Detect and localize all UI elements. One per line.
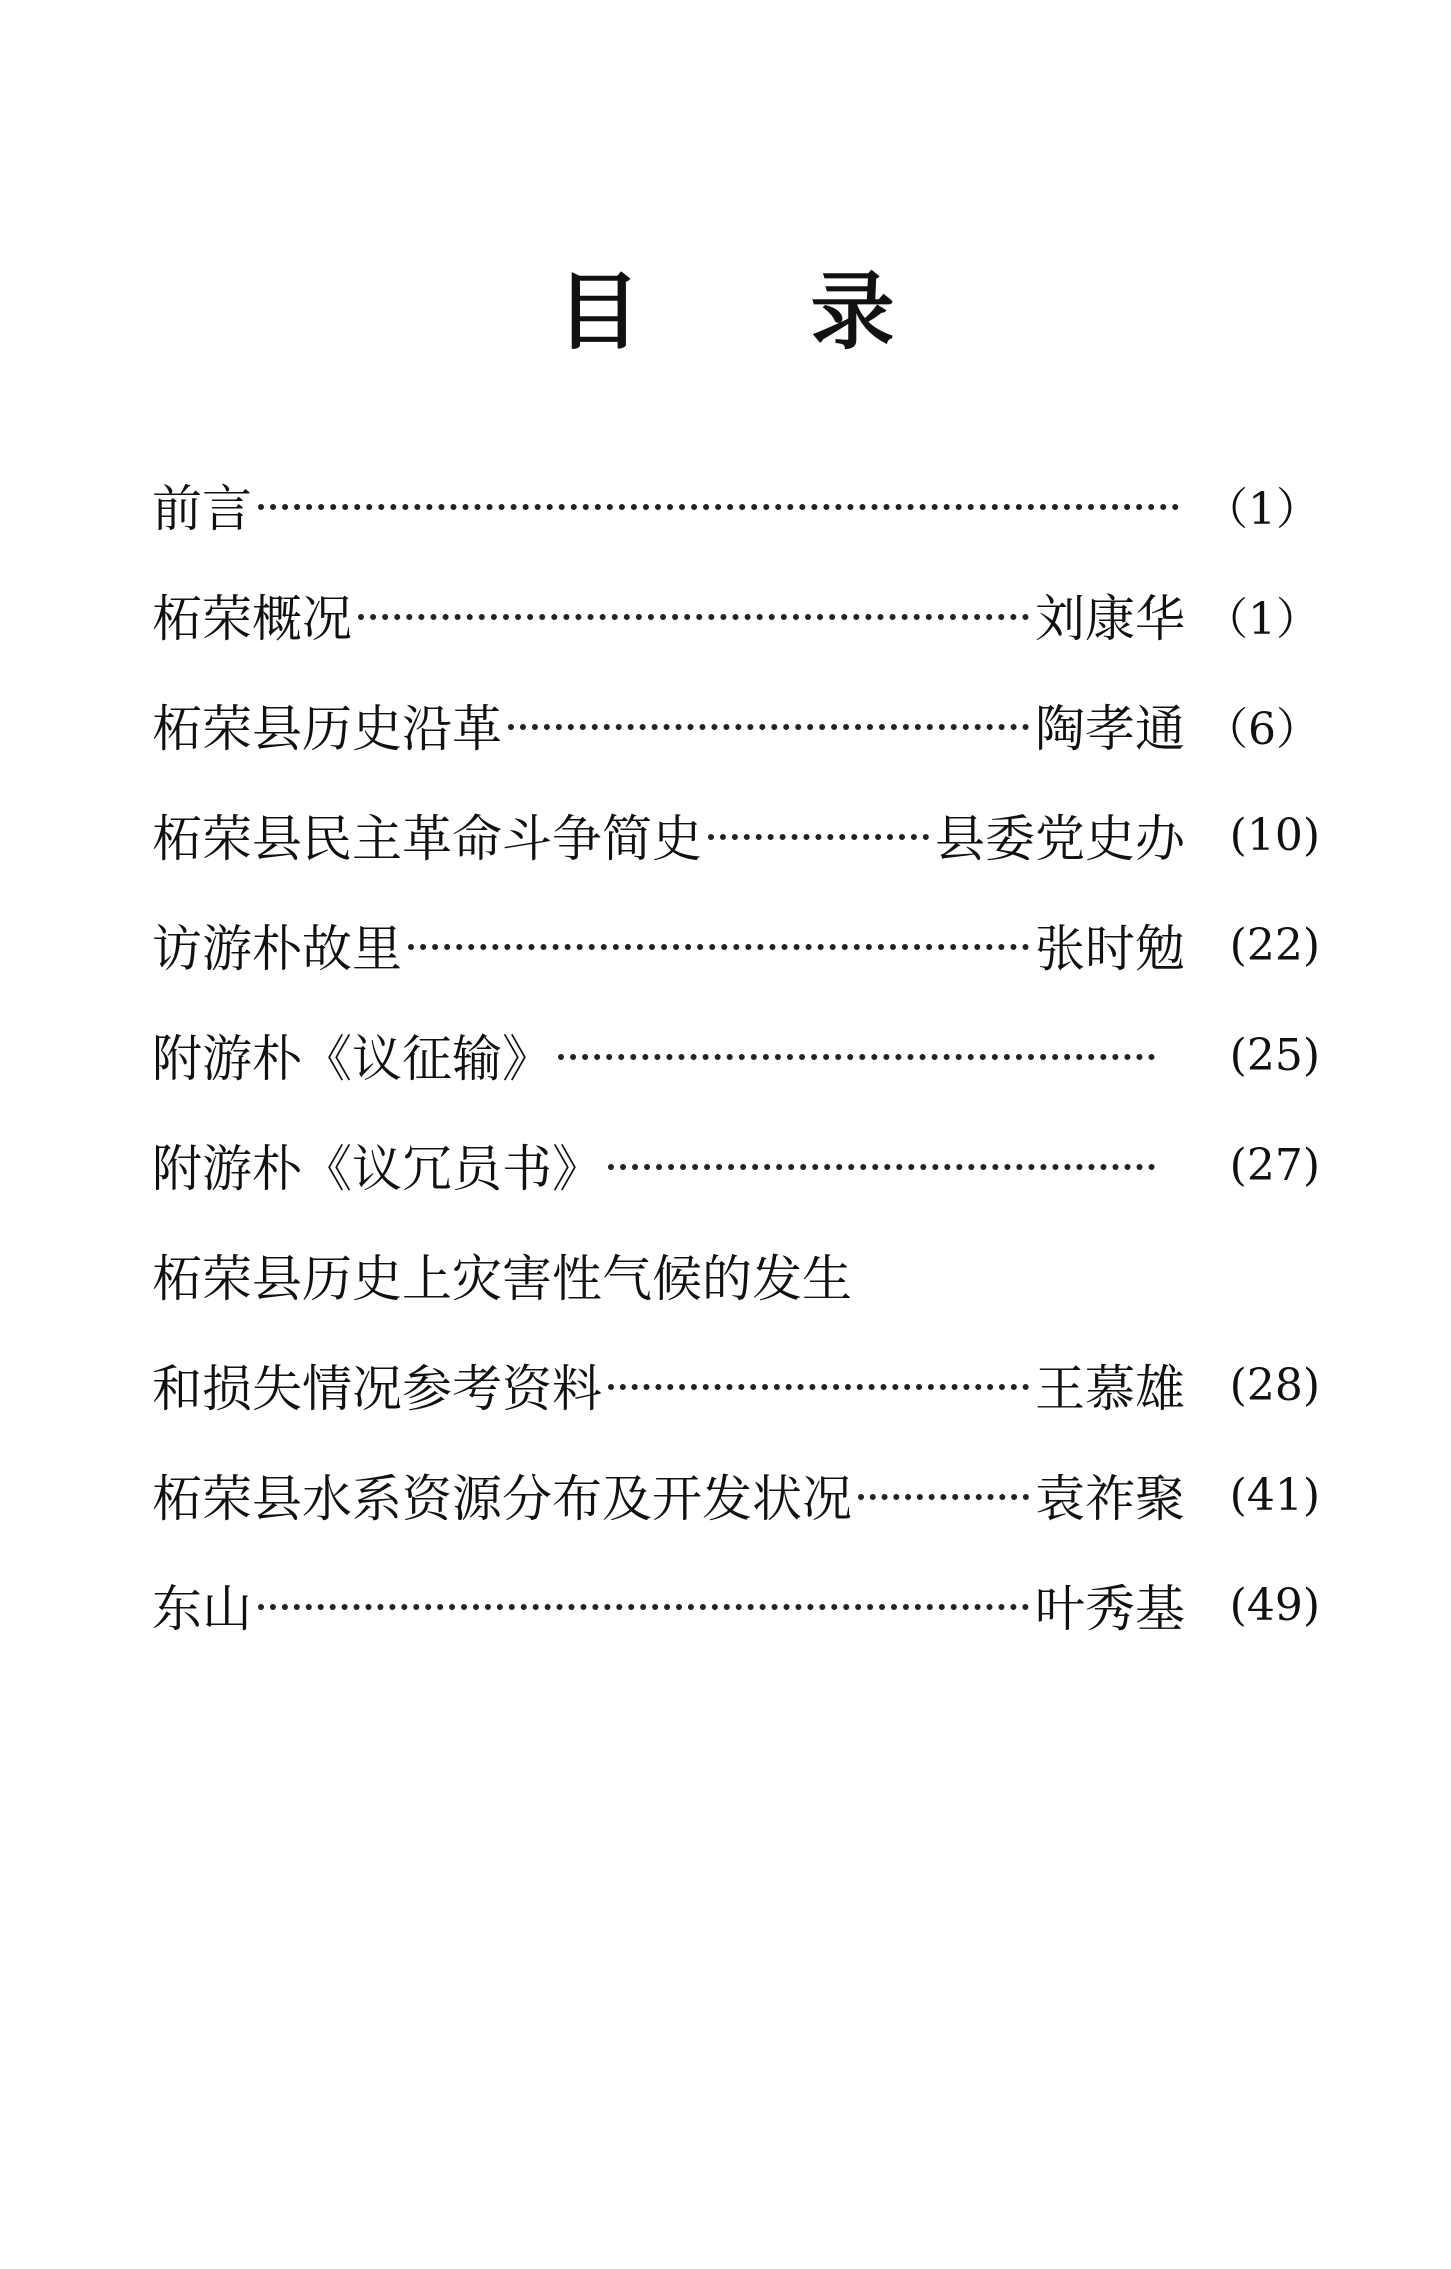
toc-entry-title: 东山 (152, 1580, 252, 1638)
dot-leader (608, 1164, 1155, 1170)
dot-leader (708, 834, 929, 840)
toc-entry (152, 1330, 1320, 1440)
toc-entry-page: （6） (1204, 704, 1320, 755)
toc-entry-title: 访游朴故里 (152, 920, 402, 978)
toc-entry-author: 叶秀基 (1035, 1580, 1185, 1638)
table-of-contents (152, 450, 1320, 1660)
dot-leader (358, 614, 1029, 620)
dot-leader (608, 1384, 1029, 1390)
toc-entry (152, 780, 1320, 890)
toc-entry (152, 670, 1320, 780)
toc-entry (152, 890, 1320, 1000)
dot-leader (858, 1494, 1029, 1500)
toc-entry-title: 柘荣县民主革命斗争简史 (152, 810, 702, 868)
toc-entry-page: (25) (1229, 1029, 1320, 1081)
toc-entry-author: 陶孝通 (1035, 700, 1185, 758)
toc-entry (152, 1550, 1320, 1660)
toc-entry-author: 王慕雄 (1035, 1360, 1185, 1418)
toc-entry-title: 柘荣县历史沿革 (152, 700, 502, 758)
toc-entry-title: 柘荣概况 (152, 590, 352, 648)
toc-entry-title: 和损失情况参考资料 (152, 1360, 602, 1418)
toc-entry-page: （1） (1204, 594, 1320, 645)
toc-entry (152, 450, 1320, 560)
dot-leader (408, 944, 1029, 950)
toc-entry-title: 柘荣县水系资源分布及开发状况 (152, 1470, 852, 1528)
dot-leader (558, 1054, 1155, 1060)
toc-entry-page: (41) (1229, 1469, 1320, 1521)
dot-leader (258, 1604, 1029, 1610)
toc-entry-page: (28) (1229, 1359, 1320, 1411)
toc-entry (152, 1220, 1320, 1330)
dot-leader (258, 504, 1179, 510)
toc-entry-author: 袁祚聚 (1035, 1470, 1185, 1528)
toc-entry-title: 柘荣县历史上灾害性气候的发生 (152, 1250, 852, 1308)
page-title (0, 262, 1451, 362)
toc-entry-author: 县委党史办 (935, 810, 1185, 868)
toc-entry-page: (49) (1229, 1579, 1320, 1631)
toc-entry (152, 560, 1320, 670)
toc-entry-page: (22) (1229, 919, 1320, 971)
title-char-1: 目 (556, 263, 641, 361)
dot-leader (508, 724, 1029, 730)
title-char-2: 录 (810, 263, 895, 361)
toc-entry-title: 附游朴《议征输》 (152, 1030, 552, 1088)
toc-entry (152, 1000, 1320, 1110)
toc-entry-page: (27) (1229, 1139, 1320, 1191)
toc-entry (152, 1440, 1320, 1550)
toc-entry (152, 1110, 1320, 1220)
toc-entry-title: 前言 (152, 480, 252, 538)
toc-entry-page: （1） (1204, 484, 1320, 535)
toc-entry-page: (10) (1229, 809, 1320, 861)
toc-entry-title: 附游朴《议冗员书》 (152, 1140, 602, 1198)
toc-entry-author: 刘康华 (1035, 590, 1185, 648)
toc-entry-author: 张时勉 (1035, 920, 1185, 978)
